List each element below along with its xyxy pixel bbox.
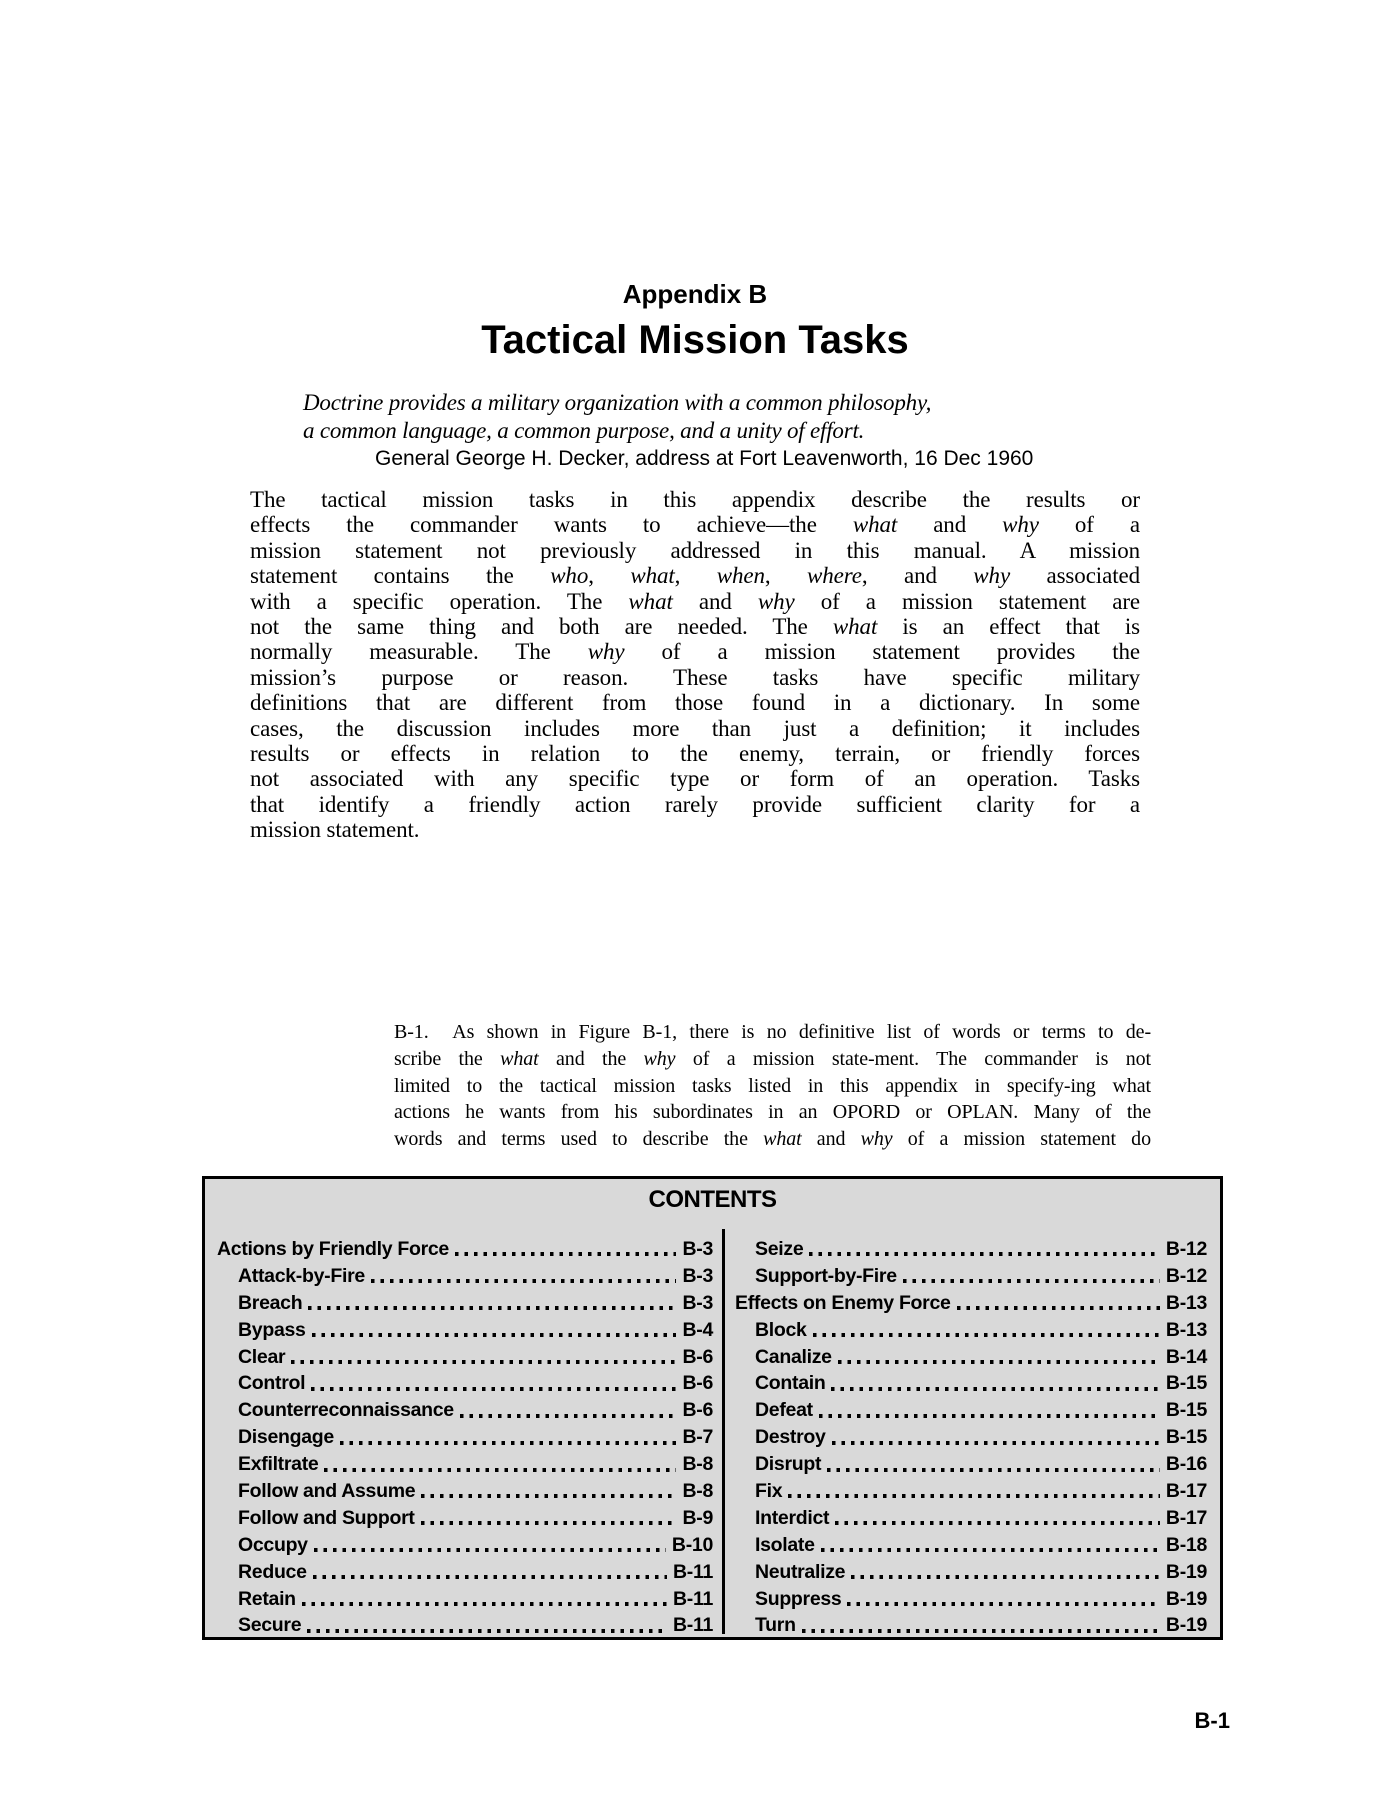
italic-text-run: what	[500, 1047, 539, 1070]
toc-entry	[205, 1397, 722, 1424]
toc-dot-leader	[421, 1521, 677, 1525]
text-run: associated	[1010, 563, 1140, 589]
toc-entry-label: Follow and Assume	[238, 1479, 416, 1502]
toc-dot-leader	[813, 1333, 1160, 1337]
toc-entry	[205, 1263, 722, 1290]
italic-text-run: where	[807, 563, 862, 589]
text-run: mission statement not previously addressed in this manual. A mission	[250, 537, 1140, 563]
toc-entry-page: B-11	[673, 1614, 713, 1637]
toc-entry	[726, 1586, 1220, 1613]
toc-entry	[726, 1370, 1220, 1397]
toc-dot-leader	[847, 1602, 1159, 1606]
toc-dot-leader	[340, 1441, 677, 1445]
toc-entry-page: B-8	[682, 1453, 713, 1476]
toc-entry	[726, 1612, 1220, 1639]
text-line	[250, 792, 1140, 817]
toc-entry-label: Counterreconnaissance	[238, 1399, 454, 1422]
toc-dot-leader	[835, 1521, 1160, 1525]
toc-entry-label: Seize	[755, 1237, 804, 1260]
text-line	[250, 639, 1140, 664]
text-run: with a specific operation. The	[250, 588, 629, 614]
toc-entry-page: B-15	[1165, 1426, 1207, 1449]
toc-dot-leader	[311, 1387, 676, 1391]
text-run: ,	[674, 563, 717, 589]
toc-dot-leader	[308, 1306, 676, 1310]
toc-dot-leader	[903, 1279, 1160, 1283]
toc-entry-label: Disengage	[238, 1426, 334, 1449]
text-run: is an effect that is	[877, 614, 1140, 640]
toc-entry-page: B-11	[673, 1587, 713, 1610]
text-run: ,	[764, 563, 808, 589]
toc-dot-leader	[371, 1279, 677, 1283]
text-run: normally measurable. The	[250, 639, 588, 665]
text-line	[250, 716, 1140, 741]
toc-entry-label: Canalize	[755, 1345, 832, 1368]
toc-dot-leader	[802, 1629, 1160, 1633]
text-run: not associated with any specific type or form of an operation. Tasks	[250, 766, 1140, 792]
toc-dot-leader	[821, 1548, 1160, 1552]
text-run: of a mission statement provides the	[624, 639, 1140, 665]
toc-entry-page: B-6	[682, 1372, 713, 1395]
text-run: results or effects in relation to the enemy, terrain, or friendly forces	[250, 741, 1140, 767]
text-run: , and	[861, 563, 974, 589]
text-run: of a mission state-ment. The commander is not	[675, 1047, 1151, 1070]
text-run: mission statement.	[250, 817, 420, 843]
toc-entry	[726, 1532, 1220, 1559]
toc-entry-label: Follow and Support	[238, 1506, 415, 1529]
toc-entry	[205, 1478, 722, 1505]
toc-entry	[726, 1290, 1220, 1317]
toc-dot-leader	[312, 1333, 677, 1337]
toc-entry-label: Isolate	[755, 1533, 815, 1556]
toc-entry	[205, 1612, 722, 1639]
italic-text-run: when	[716, 563, 765, 589]
toc-entry-page: B-16	[1165, 1453, 1207, 1476]
toc-entry	[726, 1451, 1220, 1478]
paragraph-b-1	[394, 1019, 1151, 1153]
italic-text-run: what	[852, 512, 898, 538]
text-line	[250, 766, 1140, 791]
text-run: and	[897, 512, 1003, 538]
text-line	[250, 589, 1140, 614]
toc-entry-label: Actions by Friendly Force	[217, 1237, 449, 1260]
toc-entry-page: B-18	[1165, 1533, 1207, 1556]
text-run: limited to the tactical mission tasks listed in this appendix in specify-ing what	[394, 1074, 1151, 1097]
toc-entry-label: Occupy	[238, 1533, 308, 1556]
toc-entry-page: B-13	[1165, 1291, 1207, 1314]
text-run: mission’s purpose or reason. These tasks have specific military	[250, 664, 1140, 690]
toc-entry-page: B-12	[1165, 1264, 1207, 1287]
toc-dot-leader	[851, 1575, 1160, 1579]
toc-entry-page: B-8	[682, 1479, 713, 1502]
toc-entry-label: Fix	[755, 1479, 783, 1502]
toc-dot-leader	[313, 1575, 667, 1579]
contents-box	[202, 1176, 1223, 1640]
text-line	[250, 538, 1140, 563]
toc-entry-label: Suppress	[755, 1587, 842, 1610]
text-line	[250, 614, 1140, 639]
text-run: and	[672, 588, 758, 614]
text-run: words and terms used to describe the	[394, 1128, 764, 1151]
italic-text-run: what	[630, 563, 675, 589]
toc-entry-label: Block	[755, 1318, 807, 1341]
appendix-heading: Appendix B	[622, 279, 768, 309]
toc-entry-label: Reduce	[238, 1560, 307, 1583]
text-run: scribe the	[394, 1047, 501, 1070]
text-run: of a mission statement do	[892, 1128, 1151, 1151]
text-run: B-1. As shown in Figure B-1, there is no definitive list of words or terms to de-	[394, 1021, 1151, 1043]
toc-entry	[205, 1424, 722, 1451]
italic-text-run: what	[628, 588, 673, 614]
toc-dot-leader	[302, 1602, 667, 1606]
toc-entry-page: B-6	[682, 1399, 713, 1422]
toc-entry	[205, 1236, 722, 1263]
toc-entry	[205, 1317, 722, 1344]
text-line	[250, 512, 1140, 537]
text-line	[394, 1126, 1151, 1153]
italic-text-run: what	[763, 1128, 802, 1151]
toc-entry-page: B-6	[682, 1345, 713, 1368]
toc-entry-page: B-3	[682, 1237, 713, 1260]
contents-column-right	[726, 1236, 1220, 1639]
toc-entry-page: B-9	[682, 1506, 713, 1529]
toc-dot-leader	[455, 1252, 677, 1256]
italic-text-run: why	[757, 588, 795, 614]
toc-entry-label: Contain	[755, 1372, 826, 1395]
text-run: and	[801, 1128, 861, 1151]
toc-entry-page: B-4	[682, 1318, 713, 1341]
contents-column-divider	[722, 1229, 725, 1634]
text-run: statement contains the	[250, 563, 551, 589]
page-title: Tactical Mission Tasks	[481, 318, 909, 362]
toc-entry-label: Retain	[238, 1587, 296, 1610]
toc-entry-label: Turn	[755, 1614, 796, 1637]
toc-entry-label: Disrupt	[755, 1453, 822, 1476]
toc-entry	[205, 1586, 722, 1613]
text-line	[250, 741, 1140, 766]
toc-entry-label: Support-by-Fire	[755, 1264, 897, 1287]
italic-text-run: why	[973, 563, 1011, 589]
text-line	[250, 665, 1140, 690]
toc-entry-label: Destroy	[755, 1426, 826, 1449]
toc-entry-label: Effects on Enemy Force	[735, 1291, 951, 1314]
contents-column-left	[205, 1236, 722, 1639]
toc-entry-label: Defeat	[755, 1399, 813, 1422]
toc-entry-page: B-15	[1165, 1372, 1207, 1395]
toc-entry	[205, 1505, 722, 1532]
toc-entry	[726, 1505, 1220, 1532]
epigraph-line: a common language, a common purpose, and a unity of effort.	[303, 418, 865, 443]
toc-entry	[726, 1424, 1220, 1451]
toc-entry-page: B-12	[1165, 1237, 1207, 1260]
toc-dot-leader	[421, 1494, 676, 1498]
italic-text-run: why	[860, 1128, 893, 1151]
toc-dot-leader	[307, 1629, 667, 1633]
toc-dot-leader	[809, 1252, 1160, 1256]
toc-entry-page: B-19	[1165, 1587, 1207, 1610]
text-run: that identify a friendly action rarely provide sufficient clarity for a	[250, 791, 1140, 817]
epigraph-line: Doctrine provides a military organization with a common philosophy,	[303, 390, 932, 415]
text-line	[394, 1073, 1151, 1100]
toc-dot-leader	[460, 1414, 677, 1418]
toc-entry-page: B-10	[671, 1533, 713, 1556]
toc-entry-page: B-19	[1165, 1560, 1207, 1583]
text-line	[250, 690, 1140, 715]
toc-entry-label: Breach	[238, 1291, 303, 1314]
intro-paragraph	[250, 487, 1140, 843]
text-run: and the	[538, 1047, 644, 1070]
toc-entry-label: Control	[238, 1372, 306, 1395]
toc-dot-leader	[819, 1414, 1160, 1418]
toc-entry-label: Neutralize	[755, 1560, 846, 1583]
toc-entry-label: Bypass	[238, 1318, 306, 1341]
italic-text-run: what	[832, 614, 878, 640]
epigraph-attribution: General George H. Decker, address at Fort Leavenworth, 16 Dec 1960	[375, 447, 1034, 470]
toc-dot-leader	[832, 1441, 1160, 1445]
contents-title: CONTENTS	[648, 1186, 777, 1213]
epigraph	[303, 389, 931, 445]
toc-entry-page: B-19	[1165, 1614, 1207, 1637]
toc-entry-page: B-17	[1165, 1506, 1207, 1529]
toc-entry	[205, 1559, 722, 1586]
italic-text-run: why	[587, 639, 625, 665]
text-run: actions he wants from his subordinates in an OPORD or OPLAN. Many of the	[394, 1101, 1151, 1124]
toc-entry-label: Interdict	[755, 1506, 830, 1529]
toc-dot-leader	[831, 1387, 1159, 1391]
text-line	[250, 487, 1140, 512]
toc-entry	[726, 1236, 1220, 1263]
toc-entry-label: Exfiltrate	[238, 1453, 319, 1476]
italic-text-run: why	[643, 1047, 676, 1070]
toc-entry	[205, 1451, 722, 1478]
text-run: The tactical mission tasks in this appendix describe the results or	[250, 487, 1140, 512]
italic-text-run: who	[550, 563, 589, 589]
text-line	[394, 1019, 1151, 1046]
toc-entry	[726, 1317, 1220, 1344]
toc-entry-page: B-3	[682, 1291, 713, 1314]
toc-entry	[205, 1344, 722, 1371]
toc-dot-leader	[314, 1548, 666, 1552]
toc-entry	[726, 1263, 1220, 1290]
toc-dot-leader	[291, 1360, 676, 1364]
toc-entry-page: B-11	[673, 1560, 713, 1583]
text-run: of a mission statement are	[794, 588, 1141, 614]
text-run: cases, the discussion includes more than just a definition; it includes	[250, 715, 1140, 741]
toc-entry	[205, 1532, 722, 1559]
toc-entry-label: Attack-by-Fire	[238, 1264, 365, 1287]
text-run: effects the commander wants to achieve—the	[250, 512, 853, 538]
text-run: definitions that are different from those found in a dictionary. In some	[250, 690, 1140, 716]
text-line	[250, 563, 1140, 588]
toc-dot-leader	[838, 1360, 1160, 1364]
toc-entry	[726, 1478, 1220, 1505]
toc-dot-leader	[324, 1468, 676, 1472]
text-line	[250, 817, 1140, 842]
toc-dot-leader	[788, 1494, 1160, 1498]
toc-entry-page: B-15	[1165, 1399, 1207, 1422]
toc-entry	[726, 1397, 1220, 1424]
text-run: ,	[588, 563, 631, 589]
toc-entry	[205, 1290, 722, 1317]
toc-entry-page: B-3	[682, 1264, 713, 1287]
text-run: not the same thing and both are needed. The	[250, 614, 833, 640]
text-run: of a	[1038, 512, 1140, 538]
toc-dot-leader	[957, 1306, 1160, 1310]
toc-entry-label: Secure	[238, 1614, 302, 1637]
toc-entry-page: B-13	[1165, 1318, 1207, 1341]
toc-entry	[726, 1559, 1220, 1586]
toc-entry-label: Clear	[238, 1345, 286, 1368]
toc-entry-page: B-14	[1165, 1345, 1207, 1368]
text-line	[394, 1099, 1151, 1126]
italic-text-run: why	[1002, 512, 1039, 538]
text-line	[394, 1046, 1151, 1073]
toc-dot-leader	[827, 1468, 1160, 1472]
toc-entry	[726, 1344, 1220, 1371]
toc-entry-page: B-17	[1165, 1479, 1207, 1502]
page-number: B-1	[1194, 1708, 1230, 1733]
toc-entry	[205, 1370, 722, 1397]
toc-entry-page: B-7	[682, 1426, 713, 1449]
